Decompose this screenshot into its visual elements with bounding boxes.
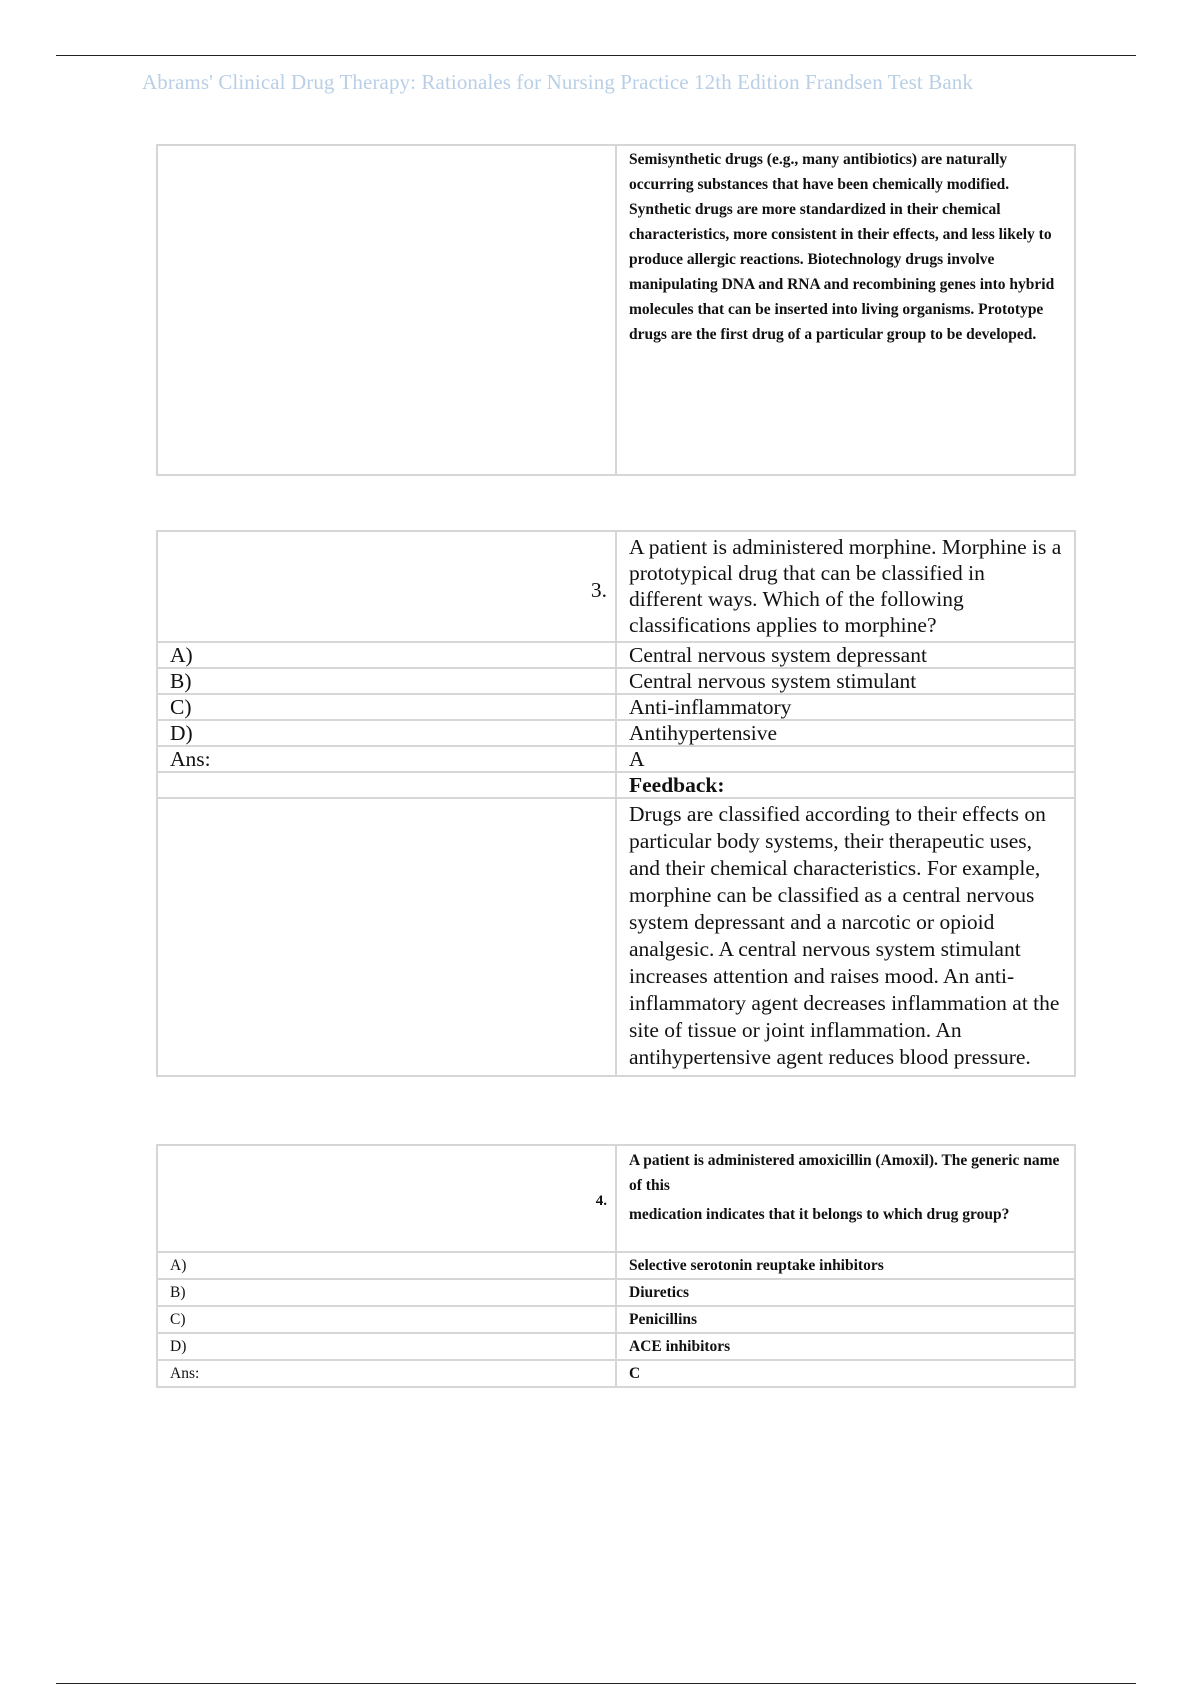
question-text: A patient is administered morphine. Morphine is a prototypical drug that can be classified in different ways. Which of the following classifications applies to morphine? <box>629 535 1062 637</box>
option-row <box>157 1279 1075 1306</box>
question-4-table <box>156 1144 1076 1388</box>
option-label: A) <box>170 643 193 667</box>
question-text-line-2: medication indicates that it belongs to which drug group? <box>629 1206 1010 1223</box>
option-row <box>157 694 1075 720</box>
question-number-cell <box>157 1145 616 1252</box>
option-row <box>157 668 1075 694</box>
answer-value: C <box>629 1365 641 1382</box>
answer-value: A <box>629 747 645 771</box>
question-number: 4. <box>595 1193 607 1209</box>
option-label: B) <box>170 1284 186 1301</box>
option-text: Central nervous system stimulant <box>629 669 917 693</box>
option-label: C) <box>170 1311 186 1328</box>
option-label: D) <box>170 721 193 745</box>
feedback-cell <box>616 145 1075 475</box>
option-text: Antihypertensive <box>629 721 778 745</box>
answer-row <box>157 746 1075 772</box>
option-label: C) <box>170 695 192 719</box>
feedback-row <box>157 798 1075 1076</box>
option-row <box>157 642 1075 668</box>
option-text: Penicillins <box>629 1311 698 1328</box>
option-row <box>157 1252 1075 1279</box>
option-label: B) <box>170 669 192 693</box>
header-rule <box>56 55 1136 56</box>
footer-rule <box>56 1683 1136 1684</box>
answer-row <box>157 1360 1075 1387</box>
continued-feedback-text: Semisynthetic drugs (e.g., many antibiotics) are naturally occurring substances that have been chemically modified. Synthetic drugs are more standardized in their chemical characteristics, more consistent in their effects, and less likely to produce allergic reactions. Biotechnology drugs involve manipulating DNA and RNA and recombining genes into hybrid molecules that can be inserted into living organisms. Prototype drugs are the first drug of a particular group to be developed. <box>629 151 1055 343</box>
question-text-cell <box>616 531 1075 642</box>
option-row <box>157 1333 1075 1360</box>
feedback-label: Feedback: <box>629 773 725 797</box>
question-3-table <box>156 530 1076 1077</box>
answer-label: Ans: <box>170 747 211 771</box>
question-text-line-1: A patient is administered amoxicillin (Amoxil). The generic name of this <box>629 1152 1060 1194</box>
option-text: Anti-inflammatory <box>629 695 792 719</box>
option-label: D) <box>170 1338 187 1355</box>
answer-label: Ans: <box>170 1365 200 1382</box>
document-header-title: Abrams' Clinical Drug Therapy: Rationales for Nursing Practice 12th Edition Frandsen Test Bank <box>142 70 973 94</box>
question-text-cell <box>616 1145 1075 1252</box>
continued-feedback-table <box>156 144 1076 476</box>
empty-left-cell <box>157 145 616 475</box>
option-row <box>157 1306 1075 1333</box>
option-text: ACE inhibitors <box>629 1338 731 1355</box>
option-text: Central nervous system depressant <box>629 643 927 667</box>
option-text: Diuretics <box>629 1284 689 1301</box>
option-row <box>157 720 1075 746</box>
feedback-label-row <box>157 772 1075 798</box>
option-label: A) <box>170 1257 187 1274</box>
question-number-cell <box>157 531 616 642</box>
option-text: Selective serotonin reuptake inhibitors <box>629 1257 884 1274</box>
feedback-text: Drugs are classified according to their effects on particular body systems, their therapeutic uses, and their chemical characteristics. For example, morphine can be classified as a central nervous system depressant and a narcotic or opioid analgesic. A central nervous system stimulant increases attention and raises mood. An anti-inflammatory agent decreases inflammation at the site of tissue or joint inflammation. An antihypertensive agent reduces blood pressure. <box>629 802 1060 1069</box>
question-number: 3. <box>590 578 607 602</box>
question-text <box>617 1146 1074 1251</box>
